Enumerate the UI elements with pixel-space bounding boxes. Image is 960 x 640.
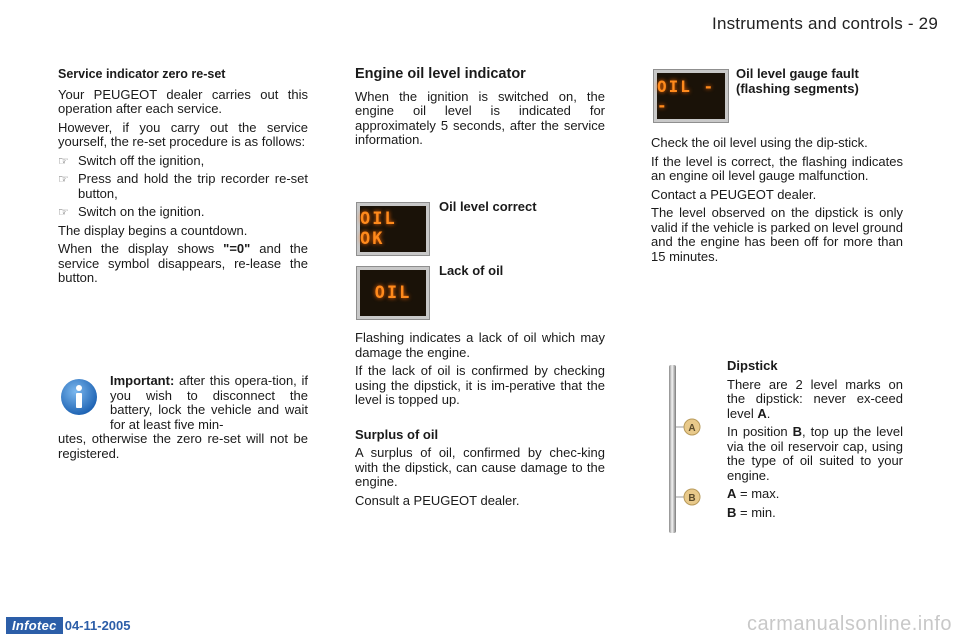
footer-date: 04-11-2005 <box>64 618 131 633</box>
gauge-fault-paragraph-4: The level observed on the dipstick is only valid if the vehicle is parked on level ground and the engine has been off for more than 15 minutes. <box>651 205 903 264</box>
legend-b-value: = min. <box>736 504 776 520</box>
mark-a-icon <box>684 419 700 435</box>
p4-bold: "=0" <box>223 241 251 256</box>
list-item-text: Press and hold the trip recorder re-set button, <box>78 171 308 201</box>
lack-of-oil-display-image <box>357 267 429 319</box>
dp1-bold: A <box>757 405 767 421</box>
service-reset-section <box>58 67 308 290</box>
dipstick-legend-a <box>727 487 903 502</box>
legend-a-value: = max. <box>736 486 780 501</box>
dipstick-paragraph-2 <box>727 425 903 483</box>
gauge-fault-paragraph-2: If the level is correct, the flashing indicates an engine oil level gauge malfunction. <box>651 153 903 183</box>
footer <box>6 617 131 634</box>
legend-a-key: A <box>727 486 737 501</box>
p4-after: and the service symbol disappears, re-lease the button. <box>58 241 308 285</box>
mark-a-label: A <box>688 423 696 434</box>
service-reset-heading: Service indicator zero re-set <box>58 67 226 81</box>
engine-oil-paragraph-4: A surplus of oil, confirmed by chec-king with the dipstick, can cause damage to the engine. <box>355 445 605 489</box>
pointing-hand-icon: ☞ <box>58 205 69 219</box>
dp2-before: In position <box>727 424 793 439</box>
gauge-fault-paragraph-3: Contact a PEUGEOT dealer. <box>651 186 817 202</box>
gauge-fault-paragraph-1: Check the oil level using the dip-stick. <box>651 135 868 150</box>
engine-oil-paragraph-1: When the ignition is switched on, the engine oil level is indicated for approximately 5 seconds, after the service information. <box>355 88 605 147</box>
engine-oil-paragraph-2: Flashing indicates a lack of oil which may damage the engine. <box>355 330 605 360</box>
gauge-fault-display-text: OIL -- <box>657 77 716 115</box>
service-reset-paragraph-4 <box>58 242 308 286</box>
engine-oil-paragraph-3: If the lack of oil is confirmed by checking using the dipstick, it is im-perative that the level is topped up. <box>355 363 605 407</box>
list-item-text: Switch on the ignition. <box>78 204 205 219</box>
list-item <box>58 154 308 169</box>
lack-of-oil-caption: Lack of oil <box>439 263 504 278</box>
important-text-rest: utes, otherwise the zero re-set will not be registered. <box>58 431 308 461</box>
watermark: carmanualsonline.info <box>746 613 952 635</box>
important-note <box>58 374 308 461</box>
important-lead <box>58 374 308 432</box>
page-title: Instruments and controls - 29 <box>712 14 938 33</box>
mark-b-icon <box>684 489 700 505</box>
dipstick-title: Dipstick <box>727 358 778 373</box>
list-item-text: Switch off the ignition, <box>78 152 205 168</box>
legend-b-key: B <box>727 504 737 520</box>
lack-of-oil-display-text: OIL <box>374 283 412 303</box>
important-label: Important: <box>110 373 175 388</box>
service-reset-paragraph-2: However, if you carry out the service yourself, the re-set procedure is as follows: <box>58 119 308 149</box>
surplus-title: Surplus of oil <box>355 426 439 442</box>
important-text-lead: after this opera-tion, if you wish to disconnect the battery, lock the vehicle and wait for at least five min- <box>110 373 308 432</box>
service-reset-paragraph-3: The display begins a countdown. <box>58 222 248 238</box>
gauge-fault-display-image <box>654 70 728 122</box>
pointing-hand-icon: ☞ <box>58 153 69 168</box>
dipstick-illustration <box>664 365 714 537</box>
dp1-after: . <box>766 405 771 421</box>
p4-before: When the display shows <box>58 241 224 256</box>
oil-correct-caption: Oil level correct <box>439 199 537 214</box>
dp2-bold: B <box>792 424 803 439</box>
pointing-hand-icon: ☞ <box>58 172 69 186</box>
dipstick-paragraph-1 <box>727 378 903 422</box>
dipstick-legend-b <box>727 506 903 521</box>
list-item <box>58 205 308 220</box>
engine-oil-details <box>355 331 605 512</box>
engine-oil-section <box>355 67 605 152</box>
engine-oil-paragraph-5: Consult a PEUGEOT dealer. <box>355 492 520 508</box>
dp2-after: , top up the level via the oil reservoir cap, using the type of oil suited to your engine. <box>727 424 903 483</box>
dp1-before: There are 2 level marks on the dipstick: never ex-ceed level <box>727 376 903 421</box>
oil-ok-display-text: OIL OK <box>360 209 397 249</box>
mark-b-label: B <box>688 493 696 504</box>
oil-ok-display-image <box>357 203 429 255</box>
dipstick-section <box>727 359 903 524</box>
gauge-fault-caption: Oil level gauge fault (flashing segments) <box>736 66 859 96</box>
service-reset-paragraph-1: Your PEUGEOT dealer carries out this operation after each service. <box>58 86 308 116</box>
infotec-logo: Infotec <box>6 617 63 634</box>
gauge-fault-section <box>651 136 903 268</box>
list-item <box>58 172 308 201</box>
engine-oil-title: Engine oil level indicator <box>355 66 526 82</box>
